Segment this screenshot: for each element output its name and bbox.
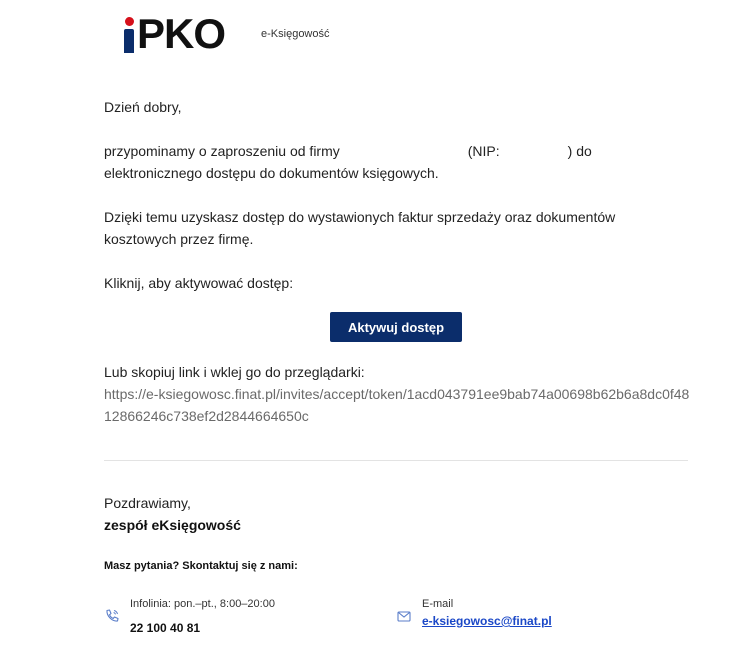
nip-close: ) do [567,143,592,159]
greeting-text: Dzień dobry, [104,99,182,115]
reminder-part1: przypominamy o zaproszeniu od firmy [104,143,340,159]
pko-logo-text: PKO [137,10,226,57]
phone-contact [104,596,275,636]
email-header [124,10,330,58]
pko-logo-i-mark [124,15,134,53]
brand-label: e-Księgowość [261,28,330,40]
phone-icon [104,608,120,624]
reminder-text [104,140,664,184]
phone-hours-label: Infolinia: pon.–pt., 8:00–20:00 [130,598,275,610]
click-prompt: Kliknij, aby aktywować dostęp: [104,275,294,291]
email-address-link[interactable]: e-ksiegowosc@finat.pl [422,614,552,628]
email-contact [396,596,552,630]
activate-access-button[interactable]: Aktywuj dostęp [330,312,462,342]
nip-open: (NIP: [467,143,500,159]
phone-number[interactable]: 22 100 40 81 [130,621,201,635]
pko-logo [124,10,225,58]
mail-icon [396,608,412,624]
team-name: zespół eKsięgowość [104,517,241,533]
invite-link[interactable]: https://e-ksiegowosc.finat.pl/invites/accept/token/1acd043791ee9bab74a00698b62b6a8dc0f4812866246c738ef2d2844664650c [104,386,690,424]
footer-divider [104,460,688,461]
benefit-text: Dzięki temu uzyskasz dostęp do wystawionych faktur sprzedaży oraz dokumentów kosztowych przez firmę. [104,209,616,247]
copy-link-label: Lub skopiuj link i wklej go do przeglądarki: [104,364,365,380]
email-label: E-mail [422,598,454,610]
questions-heading: Masz pytania? Skontaktuj się z nami: [104,560,298,572]
regards-text: Pozdrawiamy, [104,495,191,511]
reminder-part2: elektronicznego dostępu do dokumentów księgowych. [104,165,439,181]
